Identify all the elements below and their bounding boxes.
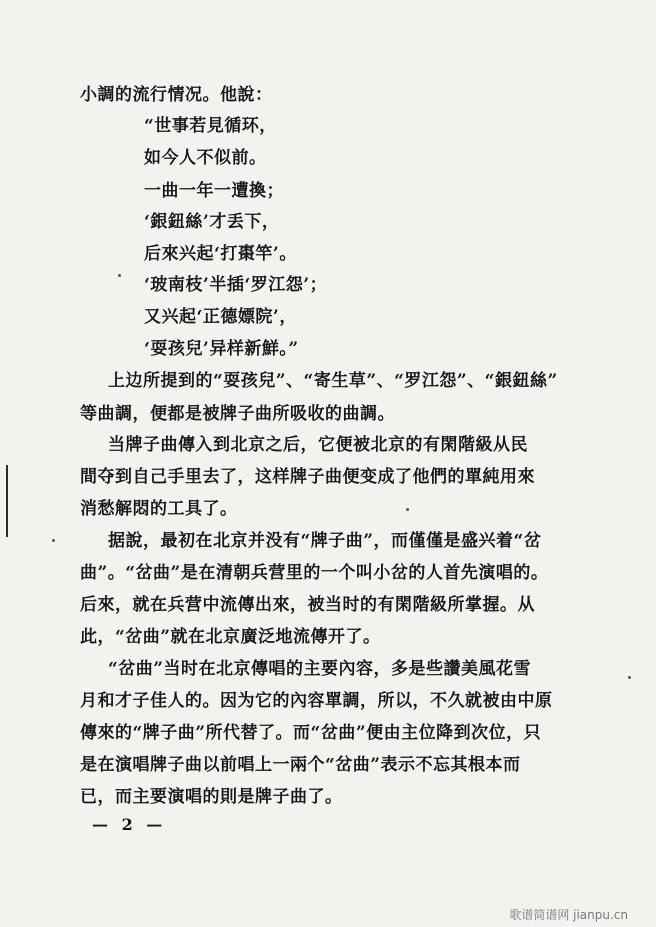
poem-line: “世事若見循环， bbox=[144, 116, 277, 136]
ink-speck bbox=[628, 676, 631, 679]
text-line: 当牌子曲傳入到北京之后，它便被北京的有閑階級从民 bbox=[108, 435, 528, 455]
page-number: — 2 — bbox=[92, 815, 167, 834]
text-line: 上边所提到的“耍孩兒”、“寄生草”、“罗江怨”、“銀鈕絲” bbox=[108, 371, 558, 391]
poem-line: 一曲一年一遭換； bbox=[144, 181, 284, 201]
poem-line: ‘耍孩兒’异样新鮮。” bbox=[144, 339, 299, 359]
text-line: 月和才子佳人的。因为它的內容單調，所以，不久就被由中原 bbox=[80, 691, 553, 711]
text-line: 已，而主要演唱的則是牌子曲了。 bbox=[80, 787, 343, 807]
text-line: 后來，就在兵营中流傳出來，被当时的有閑階級所掌握。从 bbox=[80, 595, 535, 615]
ink-speck bbox=[118, 274, 121, 277]
text-line: 曲”。“岔曲”是在清朝兵营里的一个叫小岔的人首先演唱的。 bbox=[80, 563, 549, 583]
text-line: 傳來的“牌子曲”所代替了。而“岔曲”便由主位降到次位，只 bbox=[80, 723, 542, 743]
site-watermark: 歌谱简谱网 jianpu.cn bbox=[509, 908, 628, 922]
ink-speck bbox=[406, 508, 409, 511]
poem-line: 后來兴起‘打棗竿’。 bbox=[144, 244, 297, 264]
text-line: 等曲調，便都是被牌子曲所吸收的曲調。 bbox=[80, 404, 395, 424]
text-line: 小調的流行情况。他說： bbox=[80, 85, 273, 105]
poem-line: ‘玻南枝’半插‘罗江怨’； bbox=[144, 275, 328, 295]
poem-line: 如今人不似前。 bbox=[144, 148, 267, 168]
text-line: 消愁解悶的工具了。 bbox=[80, 499, 238, 519]
text-line: 是在演唱牌子曲以前唱上一兩个“岔曲”表示不忘其根本而 bbox=[80, 755, 521, 775]
scan-edge-mark bbox=[6, 465, 8, 537]
text-line: 間夺到自己手里去了，这样牌子曲便变成了他們的單純用來 bbox=[80, 467, 535, 487]
text-line: 据說，最初在北京并没有“牌子曲”，而僅僅是盛兴着“岔 bbox=[108, 531, 542, 551]
text-line: “岔曲”当时在北京傳唱的主要內容，多是些讚美風花雪 bbox=[108, 659, 532, 679]
poem-line: 又兴起‘正德嫖院’， bbox=[144, 307, 297, 327]
poem-line: ‘銀鈕絲’才丢下， bbox=[144, 212, 280, 232]
text-line: 此，“岔曲”就在北京廣泛地流傳开了。 bbox=[80, 627, 381, 647]
ink-speck bbox=[52, 539, 55, 542]
